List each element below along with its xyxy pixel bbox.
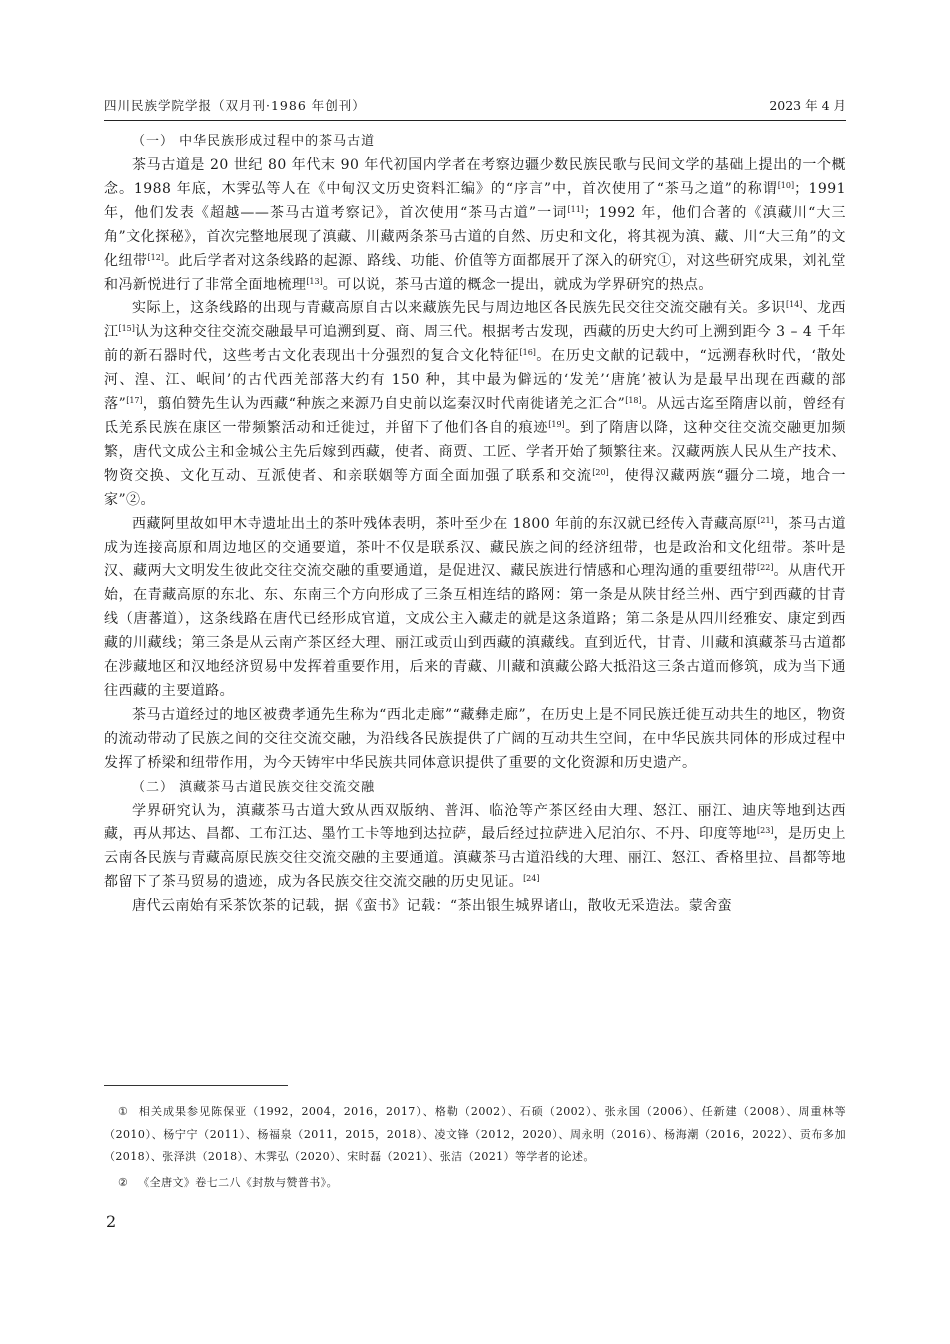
footnote-marker: ② bbox=[118, 1175, 129, 1189]
paragraph-3: 西藏阿里故如甲木寺遗址出土的茶叶残体表明，茶叶至少在 1800 年前的东汉就已经传入青藏高原[21]，茶马古道成为连接高原和周边地区的交通要道，茶叶不仅是联系汉、藏民族之间的经济纽带，也是政治和文化纽带。茶叶是汉、藏两大文明发生彼此交往交流交融的重要通道，是促进汉、藏民族进行情感和心理沟通的重要纽带[22]。从唐代开始，在青藏高原的东北、东、东南三个方向形成了三条互相连结的路网：第一条是从陕甘经兰州、西宁到西藏的甘青线（唐蕃道），这条线路在唐代已经形成官道，文成公主入藏走的就是这条道路；第二条是从四川经雅安、康定到西藏的川藏线；第三条是从云南产茶区经大理、丽江或贡山到西藏的滇藏线。直到近代，甘青、川藏和滇藏茶马古道都在涉藏地区和汉地经济贸易中发挥着重要作用，后来的青藏、川藏和滇藏公路大抵沿这三条古道而修筑，成为当下通往西藏的主要道路。 bbox=[104, 515, 847, 699]
citation-ref: [15] bbox=[118, 324, 135, 334]
citation-ref: [16] bbox=[519, 348, 536, 358]
journal-title: 四川民族学院学报（双月刊·1986 年创刊） bbox=[104, 98, 366, 113]
footnote-marker: ① bbox=[118, 1105, 129, 1118]
footnote-rule bbox=[104, 1085, 288, 1086]
citation-ref: [20] bbox=[592, 467, 609, 477]
footnotes bbox=[104, 1101, 846, 1194]
paragraph-2: 实际上，这条线路的出现与青藏高原自古以来藏族先民与周边地区各民族先民交往交流交融有关。多识[14]、龙西江[15]认为这种交往交流交融最早可追溯到夏、商、周三代。根据考古发现，西藏的历史大约可上溯到距今 3 – 4 千年前的新石器时代，这些考古文化表现出十分强烈的复合文化特征[16]。在历史文献的记载中，“远溯春秋时代，‘散处河、湟、江、岷间’的古代西羌部落大约有 150 种，其中最为僻远的‘发羌’‘唐旄’被认为是最早出现在西藏的部落”[17]，翦伯赞先生认为西藏“种族之来源乃自史前以迄秦汉时代南徙诸羌之汇合”[18]。从远古迄至隋唐以前，曾经有氐羌系民族在康区一带频繁活动和迁徙过，并留下了他们各自的痕迹[19]。到了隋唐以降，这种交往交流交融更加频繁，唐代文成公主和金城公主先后嫁到西藏，使者、商贾、工匠、学者开始了频繁往来。汉藏两族人民从生产技术、物资交换、文化互动、互派使者、和亲联姻等方面全面加强了联系和交流[20]，使得汉藏两族“疆分二境，地合一家”②。 bbox=[104, 300, 846, 508]
citation-ref: [18] bbox=[625, 396, 642, 406]
issue-date: 2023 年 4 月 bbox=[769, 98, 846, 113]
citation-ref: [12] bbox=[147, 252, 164, 262]
citation-ref: [24] bbox=[523, 874, 540, 884]
section-heading-2: （二） 滇藏茶马古道民族交往交流交融 bbox=[132, 779, 376, 795]
paragraph-6: 唐代云南始有采茶饮茶的记载，据《蛮书》记载：“茶出银生城界诸山，散收无采造法。蒙舍蛮 bbox=[132, 898, 733, 915]
citation-ref: [23] bbox=[757, 826, 774, 836]
section-heading-1: （一） 中华民族形成过程中的茶马古道 bbox=[132, 134, 376, 149]
citation-ref: [21] bbox=[757, 515, 774, 525]
citation-ref: [11] bbox=[567, 204, 584, 214]
citation-ref: [22] bbox=[757, 563, 774, 573]
page-number: 2 bbox=[106, 1212, 117, 1231]
citation-ref: [13] bbox=[306, 276, 323, 286]
footnote-1: ① 相关成果参见陈保亚（1992，2004，2016，2017）、格勒（2002）、石硕（2002）、张永国（2006）、任新建（2008）、周重林等（2010）、杨宁宁（2011）、杨福泉（2011，2015，2018）、凌文锋（2012，2020）、周永明（2016）、杨海潮（2016，2022）、贡布多加（2018）、张泽洪（2018）、木霁弘（2020）、宋时磊（2021）、张洁（2021）等学者的论述。 bbox=[104, 1105, 846, 1163]
paragraph-1: 茶马古道是 20 世纪 80 年代末 90 年代初国内学者在考察边疆少数民族民歌与民间文学的基础上提出的一个概念。1988 年底，木霁弘等人在《中甸汉文历史资料汇编》的“序言”中，首次使用了“茶马之道”的称谓[10]；1991 年，他们发表《超越——茶马古道考察记》，首次使用“茶马古道”一词[11]；1992 年，他们合著的《滇藏川“大三角”文化探秘》，首次完整地展现了滇藏、川藏两条茶马古道的自然、历史和文化，将其视为滇、藏、川“大三角”的文化纽带[12]。此后学者对这条线路的起源、路线、功能、价值等方面都展开了深入的研究①，对这些研究成果，刘礼堂和冯新悦进行了非常全面地梳理[13]。可以说，茶马古道的概念一提出，就成为学界研究的热点。 bbox=[104, 157, 846, 293]
citation-ref: [19] bbox=[548, 419, 565, 429]
header-rule bbox=[104, 120, 846, 121]
citation-ref: [14] bbox=[785, 300, 803, 310]
paragraph-5: 学界研究认为，滇藏茶马古道大致从西双版纳、普洱、临沧等产茶区经由大理、怒江、丽江、迪庆等地到达西藏，再从邦达、昌都、工布江达、墨竹工卡等地到达拉萨，最后经过拉萨进入尼泊尔、不丹、印度等地[23]，是历史上云南各民族与青藏高原民族交往交流交融的主要通道。滇藏茶马古道沿线的大理、丽江、怒江、香格里拉、昌都等地都留下了茶马贸易的遗迹，成为各民族交往交流交融的历史见证。[24] bbox=[104, 802, 847, 891]
citation-ref: [10] bbox=[777, 180, 795, 190]
running-header bbox=[104, 96, 846, 116]
article-body bbox=[104, 130, 846, 919]
footnote-2: ② 《全唐文》卷七二八《封敖与赞普书》。 bbox=[118, 1175, 338, 1189]
paragraph-4: 茶马古道经过的地区被费孝通先生称为“西北走廊”“藏彝走廊”，在历史上是不同民族迁徙互动共生的地区，物资的流动带动了民族之间的交往交流交融，为沿线各民族提供了广阔的互动共生空间，在中华民族共同体的形成过程中发挥了桥梁和纽带作用，为今天铸牢中华民族共同体意识提供了重要的文化资源和历史遗产。 bbox=[104, 706, 846, 771]
citation-ref: [17] bbox=[126, 396, 143, 406]
